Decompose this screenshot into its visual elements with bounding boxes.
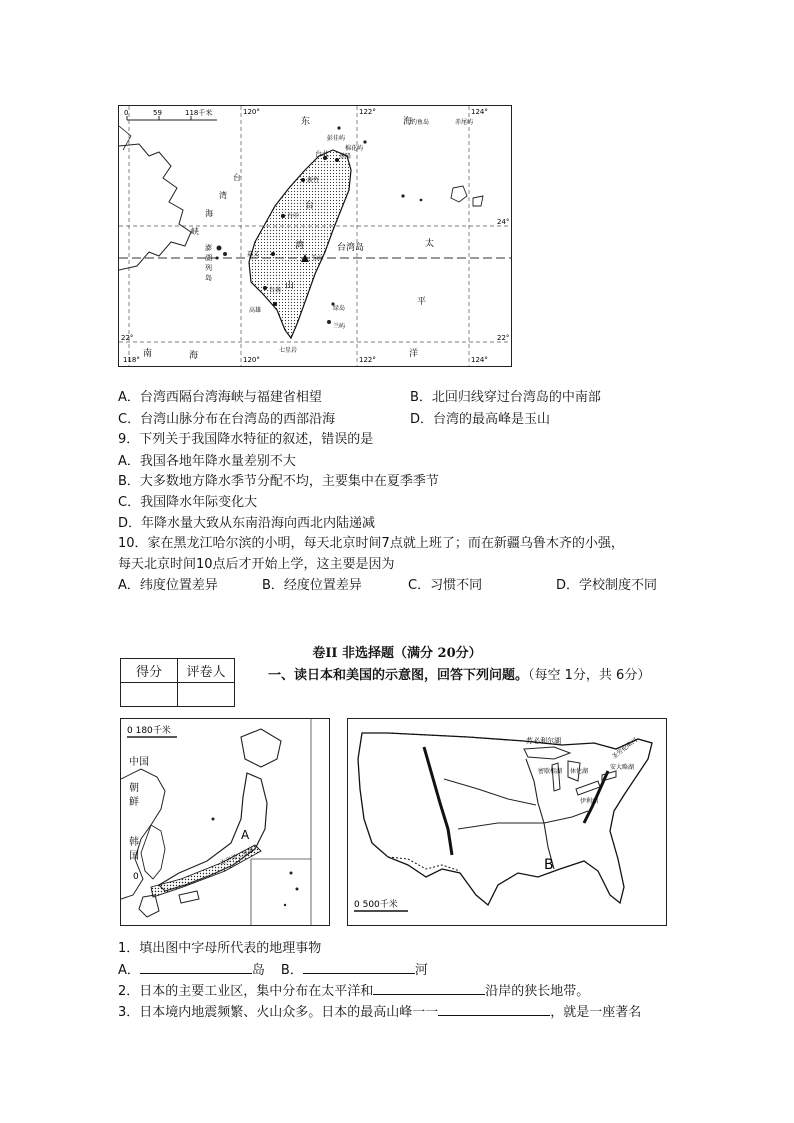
lat-24: 24° bbox=[497, 218, 510, 226]
q8-option-a: A．台湾西隔台湾海峡与福建省相望 bbox=[118, 390, 322, 405]
japan-korea-char-2: 鲜 bbox=[129, 797, 139, 808]
usa-scale: 0 500千米 bbox=[354, 900, 398, 910]
q9-option-c: C．我国降水年际变化大 bbox=[118, 495, 258, 510]
sea-east-char-1: 东 bbox=[301, 117, 311, 127]
p2-q1-answers bbox=[118, 961, 428, 980]
score-table bbox=[120, 658, 235, 707]
city-kaohsiung: 高雄 bbox=[249, 307, 262, 314]
japan-china-char-1: 中 bbox=[129, 757, 139, 768]
japan-label-a: A bbox=[241, 828, 250, 842]
score-label: 得分 bbox=[121, 659, 178, 683]
peak-yushan: 玉山 bbox=[311, 255, 324, 262]
q10-option-a: A．纬度位置差异 bbox=[118, 578, 218, 593]
usa-lake-ontario-label: 安大略湖 bbox=[610, 764, 635, 771]
usa-lake-michigan-label: 密歇根湖 bbox=[538, 768, 563, 775]
p2-q1-a-suffix: 岛 bbox=[251, 963, 265, 978]
usa-outline bbox=[358, 733, 652, 905]
lon-124-bottom: 124° bbox=[471, 356, 488, 364]
p2-q3 bbox=[118, 1003, 641, 1022]
penghu-char-2: 湖 bbox=[205, 254, 212, 262]
lake-superior bbox=[524, 747, 570, 759]
lake-erie bbox=[576, 781, 600, 795]
scale-mid: 59 bbox=[153, 109, 162, 117]
question-heading bbox=[268, 664, 650, 683]
p2-q2-prefix: 2．日本的主要工业区，集中分布在太平洋和 bbox=[118, 984, 374, 999]
q9-option-a: A．我国各地年降水量差别不大 bbox=[118, 454, 296, 469]
question-title: 一、读日本和美国的示意图，回答下列问题。 bbox=[268, 668, 529, 683]
isle-lanyu: 兰屿 bbox=[333, 323, 346, 330]
scale-zero: 0 bbox=[124, 109, 129, 117]
japan-china-char-2: 国 bbox=[139, 757, 149, 768]
q10-option-d: D．学校制度不同 bbox=[556, 578, 658, 593]
score-cell[interactable] bbox=[121, 683, 178, 707]
appalachian-mountains bbox=[584, 771, 608, 823]
penghu-char-4: 岛 bbox=[205, 274, 212, 282]
p2-q3-blank[interactable] bbox=[438, 1003, 550, 1016]
q9-stem: 9．下列关于我国降水特征的叙述，错误的是 bbox=[118, 432, 374, 447]
penghu-char-1: 澎 bbox=[205, 244, 212, 252]
japan-south-korea-char-2: 国 bbox=[129, 851, 139, 862]
city-taichung: 台中 bbox=[287, 213, 300, 220]
p2-q1-b-prefix: B． bbox=[280, 963, 303, 978]
q8-option-c: C．台湾山脉分布在台湾岛的西部沿海 bbox=[118, 412, 336, 427]
p2-q3-suffix: ，就是一座著名 bbox=[550, 1005, 642, 1020]
p2-q1-a-blank[interactable] bbox=[140, 961, 252, 974]
usa-lake-huron-label: 休伦湖 bbox=[570, 768, 589, 775]
p2-q1-b-suffix: 河 bbox=[414, 963, 428, 978]
isle-pengjia: 彭佳屿 bbox=[327, 135, 346, 142]
p2-q1-a-prefix: A． bbox=[118, 963, 140, 978]
p2-q2-blank[interactable] bbox=[373, 982, 485, 995]
japan-korea-char-1: 朝 bbox=[129, 783, 139, 794]
sea-south-char-2: 海 bbox=[189, 351, 199, 361]
penghu-island-2 bbox=[223, 252, 227, 256]
city-taipei: 台北 bbox=[315, 150, 329, 158]
usa-label-b: B bbox=[544, 857, 554, 873]
usa-map-svg bbox=[348, 719, 666, 925]
strait-char-4: 峡 bbox=[191, 227, 199, 236]
p2-q2-suffix: 沿岸的狭长地带。 bbox=[485, 984, 590, 999]
penghu-island-1 bbox=[217, 246, 222, 251]
lon-120: 120° bbox=[243, 108, 260, 116]
usa-lake-superior-label: 苏必利尔湖 bbox=[526, 737, 561, 745]
mountain-char-1: 台 bbox=[305, 201, 315, 211]
rocky-mountains bbox=[424, 747, 452, 855]
city-chiayi: 嘉义 bbox=[247, 251, 260, 258]
lon-122-bottom: 122° bbox=[359, 356, 376, 364]
usa-map bbox=[347, 718, 667, 926]
sea-east-char-2: 海 bbox=[403, 117, 413, 127]
city-keelung: 基隆 bbox=[339, 153, 352, 160]
question-note: （每空 1分，共 6分） bbox=[528, 668, 651, 683]
japan-zero: 0 bbox=[133, 872, 139, 882]
japan-map-svg bbox=[121, 719, 329, 925]
isle-chiwei: 赤尾屿 bbox=[455, 119, 474, 126]
sea-pacific-char-3: 洋 bbox=[409, 349, 419, 359]
isle-eluanbi: 七星岩 bbox=[279, 347, 298, 354]
p2-q3-prefix: 3．日本境内地震频繁、火山众多。日本的最高山峰一一 bbox=[118, 1005, 439, 1020]
penghu-island-3 bbox=[216, 257, 219, 260]
strait-char-2: 湾 bbox=[219, 191, 227, 200]
lon-120-bottom: 120° bbox=[243, 356, 260, 364]
p2-q1-stem: 1．填出图中字母所代表的地理事物 bbox=[118, 941, 322, 956]
q10-option-c: C．习惯不同 bbox=[408, 578, 483, 593]
japan-belt-label: 太平洋工业带 bbox=[219, 846, 256, 867]
p2-q2 bbox=[118, 982, 589, 1001]
mountain-char-2: 湾 bbox=[295, 241, 305, 251]
city-hsinchu: 新竹 bbox=[307, 177, 320, 184]
japan-south-korea-char-1: 韩 bbox=[129, 837, 139, 848]
lat-22-right: 22° bbox=[497, 334, 510, 342]
sea-pacific-char-2: 平 bbox=[417, 297, 427, 307]
taiwan-map-svg bbox=[119, 106, 511, 366]
sea-south-char-1: 南 bbox=[143, 349, 153, 359]
usa-river-label: 圣劳伦斯河 bbox=[610, 736, 639, 761]
sea-pacific-char-1: 太 bbox=[425, 239, 435, 249]
strait-char-1: 台 bbox=[233, 173, 241, 182]
mississippi-river bbox=[526, 759, 554, 869]
isle-diaoyu: 钓鱼岛 bbox=[411, 119, 430, 126]
penghu-char-3: 列 bbox=[205, 264, 212, 272]
scale-end: 118千米 bbox=[185, 109, 213, 117]
grader-label: 评卷人 bbox=[178, 659, 235, 683]
japan-scale: 0 180千米 bbox=[127, 726, 171, 736]
q10-stem-line-1: 10．家在黑龙江哈尔滨的小明，每天北京时间7点就上班了；而在新疆乌鲁木齐的小强， bbox=[118, 536, 624, 551]
lon-118: 118° bbox=[123, 356, 140, 364]
lon-122-top: 122° bbox=[359, 108, 376, 116]
p2-q1-b-blank[interactable] bbox=[303, 961, 415, 974]
isle-mianhua: 棉花屿 bbox=[345, 145, 364, 152]
mainland-coast bbox=[119, 144, 191, 270]
usa-lake-erie-label: 伊利湖 bbox=[580, 798, 599, 805]
taiwan-map bbox=[118, 105, 512, 367]
lat-22-left: 22° bbox=[121, 334, 134, 342]
q8-option-d: D．台湾的最高峰是玉山 bbox=[410, 412, 551, 427]
q10-option-b: B．经度位置差异 bbox=[262, 578, 362, 593]
island-label: 台湾岛 bbox=[337, 243, 365, 253]
lon-124-top: 124° bbox=[471, 108, 488, 116]
city-tainan: 台南 bbox=[269, 287, 282, 294]
isle-lyudao: 绿岛 bbox=[333, 305, 346, 312]
mountain-char-3: 山 bbox=[285, 281, 295, 291]
japan-map bbox=[120, 718, 330, 926]
q8-option-b: B．北回归线穿过台湾岛的中南部 bbox=[410, 390, 601, 405]
q9-option-d: D．年降水量大致从东南沿海向西北内陆递减 bbox=[118, 516, 376, 531]
strait-char-3: 海 bbox=[205, 209, 213, 218]
q10-stem-line-2: 每天北京时间10点后才开始上学，这主要是因为 bbox=[118, 557, 395, 572]
part2-title: 卷II 非选择题（满分 20分） bbox=[312, 646, 482, 661]
grader-cell[interactable] bbox=[178, 683, 235, 707]
q9-option-b: B．大多数地方降水季节分配不均，主要集中在夏季季节 bbox=[118, 474, 439, 489]
